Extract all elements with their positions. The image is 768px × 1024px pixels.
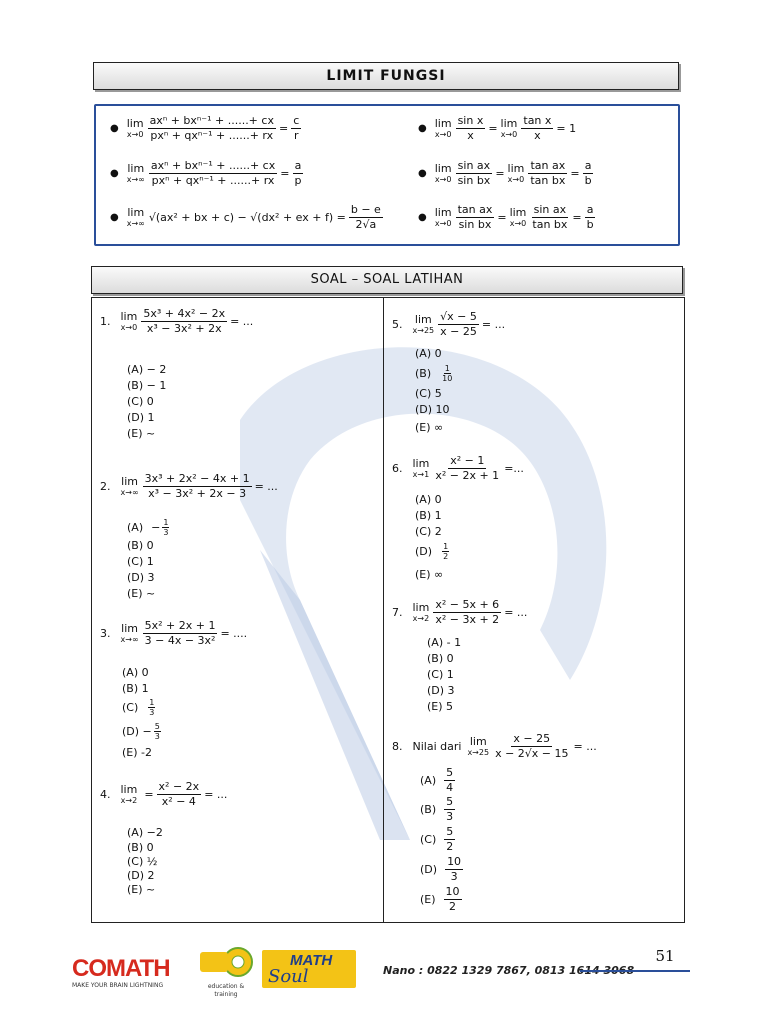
q5-option-c: (C) 5	[415, 387, 442, 400]
q8-option-e: (E) $\frac{10}{2}$	[420, 885, 460, 913]
formula-4: ● lim x→0 $\frac{\text{sin x}}{x}$ = lim x→0 $\frac{\text{tan x}}{x}$ = 1	[418, 114, 577, 142]
q2-option-c: (C) 1	[127, 555, 154, 568]
q3-option-a: (A) 0	[122, 666, 149, 679]
q5-option-b: (B) 1 10	[415, 364, 453, 383]
q7-option-d: (D) 3	[427, 684, 455, 697]
q6-option-e: (E) ∞	[415, 568, 444, 581]
formula-1: ● lim x→0 $\frac{\text{axⁿ + bxⁿ⁻¹ + ......+ cx}}{\text{pxⁿ + qxⁿ⁻¹ + ......+ rx}}$ = $\frac{c}{r}$	[110, 114, 300, 142]
q6-option-c: (C) 2	[415, 525, 442, 538]
q2-option-a: (A) − $\frac{1}{3}$	[127, 518, 169, 537]
q3-option-e: (E) -2	[122, 746, 152, 759]
q8-option-a: (A) $\frac{5}{4}$	[420, 766, 454, 794]
formula-2: ● lim x→∞ $\frac{\text{axⁿ + bxⁿ⁻¹ + ......+ cx}}{\text{pxⁿ + qxⁿ⁻¹ + ......+ rx}}$ = $\frac{a}{p}$	[110, 159, 302, 187]
q7-option-c: (C) 1	[427, 668, 454, 681]
page-number: 51	[655, 947, 675, 965]
q3-option-c: (C) 1 3	[122, 698, 155, 717]
q6-option-b: (B) 1	[415, 509, 442, 522]
q5-option-e: (E) ∞	[415, 421, 444, 434]
question-7: 7. lim x→2 $\frac{\text{x² − 5x + 6}}{\text{x² − 3x + 2}}$ = ...	[392, 598, 528, 626]
q4-option-d: (D) 2	[127, 869, 155, 882]
questions-grid	[91, 297, 685, 923]
formula-3: ● lim x→∞ √(ax² + bx + c) − √(dx² + ex + f) = $\frac{b - e}{2√a}$	[110, 203, 381, 231]
question-2: 2. lim x→∞ $\frac{\text{3x³ + 2x² − 4x + 1}}{\text{x³ − 3x² + 2x − 3}}$ = ...	[100, 472, 278, 500]
q8-option-b: (B) $\frac{5}{3}$	[420, 795, 454, 823]
comath-logo: COMATH MAKE YOUR BRAIN LIGHTNING	[72, 955, 170, 989]
section-title: SOAL – SOAL LATIHAN	[91, 266, 683, 294]
nano-logo: education & training	[198, 946, 254, 988]
question-8: 8. Nilai dari lim x→25 $\frac{x - 25}{x - 2√x - 15}$ = ...	[392, 732, 597, 760]
q3-option-b: (B) 1	[122, 682, 149, 695]
q4-option-c: (C) ½	[127, 855, 158, 868]
q5-option-a: (A) 0	[415, 347, 442, 360]
q7-option-e: (E) 5	[427, 700, 454, 713]
q3-option-d: (D) − $\frac{5}{3}$	[122, 722, 160, 741]
q6-option-a: (A) 0	[415, 493, 442, 506]
q4-option-a: (A) −2	[127, 826, 163, 839]
question-1: 1. lim x→0 $\frac{\text{5x³ + 4x² − 2x}}{\text{x³ − 3x² + 2x}}$ = ...	[100, 307, 254, 335]
contact-info: Nano : 0822 1329 7867, 0813 1614 3068	[383, 964, 635, 977]
q5-option-d: (D) 10	[415, 403, 450, 416]
question-4: 4. lim x→2 = $\frac{\text{x² − 2x}}{\text{x² − 4}}$ = ...	[100, 780, 228, 808]
q4-option-b: (B) 0	[127, 841, 154, 854]
question-6: 6. lim x→1 $\frac{\text{x² − 1}}{\text{x² − 2x + 1}}$ =...	[392, 454, 524, 482]
q6-option-d: (D) 1 2	[415, 542, 449, 561]
q1-option-d: (D) 1	[127, 411, 155, 424]
q7-option-b: (B) 0	[427, 652, 454, 665]
q2-option-b: (B) 0	[127, 539, 154, 552]
q1-option-b: (B) − 1	[127, 379, 167, 392]
column-divider	[383, 297, 384, 923]
q1-option-a: (A) − 2	[127, 363, 167, 376]
page-title: LIMIT FUNGSI	[93, 62, 679, 90]
q8-option-d: (D) $\frac{10}{3}$	[420, 855, 462, 883]
q7-option-a: (A) - 1	[427, 636, 462, 649]
question-3: 3. lim x→∞ $\frac{\text{5x² + 2x + 1}}{\text{3 − 4x − 3x²}}$ = ....	[100, 619, 248, 647]
q4-option-e: (E) ~	[127, 883, 156, 896]
question-5: 5. lim x→25 $\frac{√x - 5}{x - 25}$ = ...	[392, 310, 506, 338]
formula-6: ● lim x→0 $\frac{\text{tan ax}}{\text{sin bx}}$ = lim x→0 $\frac{\text{sin ax}}{\text{tan bx}}$ = $\frac{a}{b}$	[418, 203, 594, 231]
q1-option-e: (E) ~	[127, 427, 156, 440]
q8-option-c: (C) $\frac{5}{2}$	[420, 825, 454, 853]
nano-emblem-icon	[198, 946, 254, 980]
q2-option-e: (E) ~	[127, 587, 156, 600]
mathsoul-logo: MATH Soul	[262, 950, 356, 988]
formula-5: ● lim x→0 $\frac{\text{sin ax}}{\text{sin bx}}$ = lim x→0 $\frac{\text{tan ax}}{\text{tan bx}}$ = $\frac{a}{b}$	[418, 159, 592, 187]
page-number-rule	[580, 970, 690, 972]
q1-option-c: (C) 0	[127, 395, 154, 408]
q2-option-d: (D) 3	[127, 571, 155, 584]
